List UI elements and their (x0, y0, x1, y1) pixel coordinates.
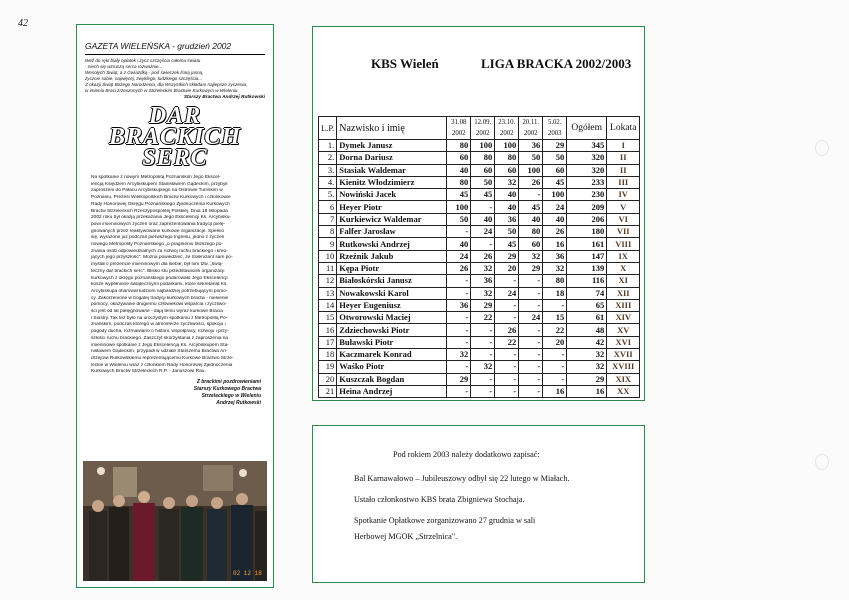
row-score: 16 (543, 385, 567, 397)
body-line: imieninowe spotkanie z Jego Ekscelencją Ks. Arcybiskupem Sta- (91, 342, 229, 348)
row-score: - (447, 312, 471, 324)
row-score: 26 (495, 324, 519, 336)
closing-line: Andrzej Rutkowski (216, 400, 261, 407)
body-line: znania osób odpowiedzialnych za rozwój ruchu brackiego i kreu- (91, 248, 228, 254)
row-score: 40 (447, 164, 471, 176)
body-line: cy. Zakorzenione w bogatej tradycji kurkowych bractw - niesienie (91, 295, 229, 301)
row-rank: XIX (607, 373, 640, 385)
body-line: 2002 roku był okazją przekazania Jego Ekscelencji Ks. Arcybisku- (91, 215, 231, 221)
row-score: 24 (543, 201, 567, 213)
body-line: drzejowi Rutkowskiemu reprezentującemu Kurkowe Bractwo Strze- (91, 355, 234, 361)
row-score: - (495, 361, 519, 373)
row-total: 74 (567, 287, 607, 299)
row-score: - (495, 349, 519, 361)
row-score: - (471, 336, 495, 348)
row-total: 139 (567, 262, 607, 274)
table-row (319, 299, 640, 311)
row-score: 60 (519, 238, 543, 250)
row-score: 24 (495, 287, 519, 299)
table-row (319, 201, 640, 213)
row-score: - (447, 324, 471, 336)
row-score: 36 (519, 140, 543, 152)
row-score: - (471, 373, 495, 385)
row-rank: XIII (607, 299, 640, 311)
closing-line: Strzeleckiego w Wieleniu (201, 393, 261, 400)
row-lp: 15 (319, 312, 337, 324)
row-score: 26 (543, 226, 567, 238)
row-score: 18 (543, 287, 567, 299)
ranking-panel (312, 26, 645, 401)
row-name: Dorna Dariusz (337, 152, 447, 164)
photo-date-stamp: 02 12 18 (233, 570, 262, 577)
row-rank: XIV (607, 312, 640, 324)
row-score: - (447, 361, 471, 373)
row-score: - (471, 349, 495, 361)
table-row (319, 176, 640, 188)
newspaper-clipping (76, 24, 274, 588)
table-row (319, 385, 640, 397)
body-line: zaproszeni do Pałacu Arcybiskupiego na Ostrowie Tumskim w (91, 188, 223, 194)
row-name: Stasiak Waldemar (337, 164, 447, 176)
row-lp: 2. (319, 152, 337, 164)
row-score: 40 (519, 213, 543, 225)
row-score: 36 (447, 299, 471, 311)
row-score: - (471, 324, 495, 336)
table-row (319, 226, 640, 238)
title-line: BRACKICH (108, 124, 242, 150)
row-total: 320 (567, 164, 607, 176)
row-score: 80 (471, 152, 495, 164)
body-line: znańskim, podczas którego w atmosferze życzliwości, spokoju i (91, 322, 226, 328)
row-name: Kaczmarek Konrad (337, 349, 447, 361)
row-score: - (519, 189, 543, 201)
row-score: 60 (495, 164, 519, 176)
row-total: 233 (567, 176, 607, 188)
row-score: 45 (519, 201, 543, 213)
row-score: 22 (495, 336, 519, 348)
row-name: Rutkowski Andrzej (337, 238, 447, 250)
body-line: Poznaniu, Prezesi Wielkopolskich Bractw Kurkowych i członkowie (91, 195, 231, 201)
body-line: nowego Metropolity Poznańskiego „o pragnieniu bliższego po- (91, 242, 223, 248)
row-score: 45 (543, 176, 567, 188)
row-name: Otworowski Maciej (337, 312, 447, 324)
row-rank: II (607, 164, 640, 176)
poem-line: Wesołych Świąt, a z Gwiazdką - pod świeczek lśnią jasną, (85, 70, 204, 75)
poem-line: - niech się wzruszą serca rozważnie... (85, 64, 163, 69)
group-photo (83, 461, 267, 581)
table-header-row (319, 117, 640, 140)
body-line: Na spotkanie z nowym Metropolitą Poznańskim Jego Ekscel- (91, 175, 221, 180)
row-score: 80 (543, 275, 567, 287)
row-lp: 19 (319, 361, 337, 373)
row-score: - (471, 385, 495, 397)
row-score: 24 (447, 250, 471, 262)
row-total: 29 (567, 373, 607, 385)
article-closing (77, 376, 273, 407)
row-score: - (519, 385, 543, 397)
body-line: kosze wypełnione świątecznymi podarkami, które sekretariat Ks. (91, 282, 228, 288)
clipping-poem (77, 55, 273, 94)
row-score: 45 (471, 189, 495, 201)
title-line: DAR (148, 103, 202, 129)
row-rank: XII (607, 287, 640, 299)
row-score: - (519, 275, 543, 287)
body-line: gnowanych przez reaktywowane kurkowe organizacje. Spełnio (91, 228, 225, 234)
row-score: - (471, 238, 495, 250)
col-header-date: 23.10. 2002 (495, 117, 519, 140)
row-total: 42 (567, 336, 607, 348)
row-score: 29 (543, 140, 567, 152)
row-lp: 10 (319, 250, 337, 262)
row-score: 100 (519, 164, 543, 176)
body-line: Bractw Strzeleckich Rzeczypospolitej Polskiej. Dnia 18 listopada (91, 208, 228, 214)
row-total: 32 (567, 361, 607, 373)
row-rank: XVIII (607, 361, 640, 373)
note-carnival-ball: Bal Karnawałowo – Jubileuszowy odbył się 22 lutego w Miałach. (354, 474, 570, 483)
body-line: szłości ruchu brackiego. Zaszczyt skorzystania z zaproszenia na (91, 335, 229, 341)
row-total: 161 (567, 238, 607, 250)
row-lp: 7 (319, 213, 337, 225)
row-score: - (543, 299, 567, 311)
row-rank: IX (607, 250, 640, 262)
row-rank: XV (607, 324, 640, 336)
note-membership: Ustało członkostwo KBS brata Zbigniewa Stochaja. (354, 495, 525, 504)
closing-line: Z brackimi pozdrowieniami (196, 379, 261, 386)
row-name: Nowakowski Karol (337, 287, 447, 299)
page-number: 42 (18, 18, 28, 29)
row-score: 60 (543, 164, 567, 176)
row-score: 24 (471, 226, 495, 238)
table-row (319, 262, 640, 274)
row-score: 20 (495, 262, 519, 274)
row-score: - (519, 349, 543, 361)
row-score: 24 (519, 312, 543, 324)
row-score: - (543, 349, 567, 361)
row-score: - (519, 324, 543, 336)
row-score: 22 (471, 312, 495, 324)
title-line: SERC (142, 145, 208, 171)
row-lp: 9 (319, 238, 337, 250)
row-lp: 17 (319, 336, 337, 348)
col-header-total: Ogółem (567, 117, 607, 140)
row-score: - (495, 373, 519, 385)
note-christmas-meeting: Spotkanie Opłatkowe zorganizowano 27 grudnia w sali (354, 516, 536, 525)
poem-signature: Starszy Bractwa Andrzej Rutkowski (183, 95, 265, 100)
col-header-date: 12.09. 2002 (471, 117, 495, 140)
row-score: 32 (495, 176, 519, 188)
poem-line: w imieniu Braci zrzeszonych w Strzeleckim Bractwie Kurkowym w Wieleniu. (85, 88, 239, 93)
row-score: 100 (495, 140, 519, 152)
row-name: Kienitz Włodzimierz (337, 176, 447, 188)
row-name: Falfer Jarosław (337, 226, 447, 238)
row-lp: 8 (319, 226, 337, 238)
row-score: 100 (447, 201, 471, 213)
row-name: Dymek Janusz (337, 140, 447, 152)
row-score: 40 (495, 201, 519, 213)
poem-line: Z okazji Świąt Bożego Narodzenia, dla Wszystkich składam najlepsze życzenia, (85, 82, 248, 87)
row-score: 40 (447, 238, 471, 250)
row-score: - (543, 361, 567, 373)
row-rank: XX (607, 385, 640, 397)
table-row (319, 164, 640, 176)
row-score: 20 (543, 336, 567, 348)
row-score: - (447, 287, 471, 299)
row-score: - (495, 385, 519, 397)
row-lp: 4. (319, 176, 337, 188)
row-rank: VIII (607, 238, 640, 250)
row-name: Heyer Piotr (337, 201, 447, 213)
row-total: 230 (567, 189, 607, 201)
row-rank: V (607, 201, 640, 213)
body-line: nisławem Gądeckim, przypadł w udziale Starszemu Bractwa An- (91, 349, 228, 355)
closing-line: Starszy Kurkowego Bractwa (193, 386, 261, 393)
row-score: - (519, 299, 543, 311)
row-score: 29 (447, 373, 471, 385)
table-row (319, 349, 640, 361)
table-row (319, 373, 640, 385)
row-total: 32 (567, 349, 607, 361)
body-line: teczny dar brackich serc". Blisko stu przedstawicieli organizacji (91, 268, 225, 274)
body-line: się, wyrażone już podczas pierwszego Ingresu, jedno z życzeń (91, 235, 225, 241)
row-score: 26 (519, 176, 543, 188)
club-title: KBS Wieleń (371, 56, 439, 71)
col-header-date: 5.02. 2003 (543, 117, 567, 140)
row-score: 45 (495, 238, 519, 250)
row-rank: IV (607, 189, 640, 201)
row-score: 40 (543, 213, 567, 225)
row-score: 29 (519, 262, 543, 274)
row-score: - (471, 201, 495, 213)
row-name: Buławski Piotr (337, 336, 447, 348)
row-score: 36 (495, 213, 519, 225)
binder-hole (815, 140, 829, 156)
table-row (319, 152, 640, 164)
league-title: LIGA BRACKA 2002/2003 (481, 56, 632, 71)
row-score: 60 (447, 152, 471, 164)
body-line: pomocy, okazywanie drugiemu człowiekowi wsparcia i życzliwo- (91, 302, 227, 308)
notes-panel (312, 425, 645, 583)
row-total: 48 (567, 324, 607, 336)
row-rank: XVI (607, 336, 640, 348)
row-lp: 18 (319, 349, 337, 361)
row-score: 32 (447, 349, 471, 361)
row-score: - (543, 373, 567, 385)
row-lp: 3. (319, 164, 337, 176)
body-line: ści jest od lat pielęgnowane - dają temu wyraz kurkowe Bracia (91, 309, 223, 315)
row-score: 50 (519, 152, 543, 164)
row-score: 36 (543, 250, 567, 262)
row-score: - (495, 275, 519, 287)
row-score: - (447, 336, 471, 348)
row-score: 32 (519, 250, 543, 262)
row-rank: XI (607, 275, 640, 287)
row-score: 50 (495, 226, 519, 238)
row-score: 45 (447, 189, 471, 201)
table-row (319, 312, 640, 324)
row-lp: 21 (319, 385, 337, 397)
col-header-date: 31.08 2002 (447, 117, 471, 140)
row-lp: 1. (319, 140, 337, 152)
table-row (319, 324, 640, 336)
body-line: Arcybiskupa ofiarował ludziom najbardziej potrzebującym pomo- (91, 288, 228, 294)
row-total: 206 (567, 213, 607, 225)
row-score: 50 (447, 213, 471, 225)
row-lp: 5. (319, 189, 337, 201)
article-body (77, 169, 273, 376)
row-score: 80 (495, 152, 519, 164)
row-lp: 16 (319, 324, 337, 336)
row-total: 65 (567, 299, 607, 311)
row-score: 36 (471, 275, 495, 287)
col-header-rank: Lokata (607, 117, 640, 140)
row-score: 100 (543, 189, 567, 201)
body-line: powi imieninowych życzeń oraz zaprezentowania tradycji pielę- (91, 221, 226, 227)
ranking-table-body (319, 140, 640, 398)
poem-line: Weź do ręki biały opłatek i życz szczęścia całemu światu (85, 58, 201, 63)
row-score: 22 (543, 324, 567, 336)
row-score: 60 (471, 164, 495, 176)
row-rank: VI (607, 213, 640, 225)
row-rank: XVII (607, 349, 640, 361)
row-name: Białoskórski Janusz (337, 275, 447, 287)
row-name: Kępa Piotr (337, 262, 447, 274)
row-score: - (519, 361, 543, 373)
row-score: 50 (543, 152, 567, 164)
row-rank: X (607, 262, 640, 274)
row-rank: VII (607, 226, 640, 238)
row-score: 32 (471, 361, 495, 373)
row-score: 32 (543, 262, 567, 274)
row-total: 16 (567, 385, 607, 397)
row-lp: 12 (319, 275, 337, 287)
row-score: - (447, 275, 471, 287)
table-row (319, 275, 640, 287)
row-score: 32 (471, 287, 495, 299)
row-score: - (447, 385, 471, 397)
row-score: 80 (447, 176, 471, 188)
row-total: 116 (567, 275, 607, 287)
row-lp: 14 (319, 299, 337, 311)
table-row (319, 250, 640, 262)
row-score: 32 (471, 262, 495, 274)
body-line: kurkowych z okręgu poznańskiego podarowało Jego Ekscelencji (91, 275, 228, 281)
row-name: Heina Andrzej (337, 385, 447, 397)
binder-hole (815, 454, 829, 470)
body-line: Rady Honorowej Okręgu Poznańskiego Zjednoczenia Kurkowych (91, 201, 230, 207)
row-score: 26 (471, 250, 495, 262)
row-score: 80 (519, 226, 543, 238)
row-name: Kuszczak Bogdan (337, 373, 447, 385)
group-photo-image (83, 461, 267, 581)
row-score: 29 (495, 250, 519, 262)
row-score: 26 (447, 262, 471, 274)
row-name: Waśko Piotr (337, 361, 447, 373)
table-row (319, 361, 640, 373)
row-total: 180 (567, 226, 607, 238)
row-rank: III (607, 176, 640, 188)
body-line: myślał o prezencie imieninowym dla siebie, był nim tzw. „świą- (91, 262, 223, 268)
row-score: 15 (543, 312, 567, 324)
row-name: Kurkiewicz Waldemar (337, 213, 447, 225)
row-rank: I (607, 140, 640, 152)
row-lp: 11 (319, 262, 337, 274)
row-name: Nowiński Jacek (337, 189, 447, 201)
row-score: - (519, 336, 543, 348)
body-line: Kurkowych Bractw Strzeleckich R.P. - Januszowi Rau. (91, 369, 206, 375)
row-total: 61 (567, 312, 607, 324)
table-row (319, 140, 640, 152)
row-score: 40 (471, 213, 495, 225)
row-lp: 6 (319, 201, 337, 213)
body-line: pogody ducha, rozmawiano o historii, współpracy, rozwoju i przy- (91, 329, 229, 335)
row-score: 40 (495, 189, 519, 201)
table-row (319, 238, 640, 250)
row-total: 209 (567, 201, 607, 213)
table-row (319, 189, 640, 201)
row-lp: 20 (319, 373, 337, 385)
col-header-lp: L.P. (319, 117, 337, 140)
row-score: 80 (447, 140, 471, 152)
row-score: - (495, 299, 519, 311)
poem-line: życzcie sobie, najwięcej, zwyklego, ludzkiego szczęścia... (85, 76, 203, 81)
lamp-icon (239, 469, 247, 477)
body-line: leckie w Wieleniu wraz z członkiem Rady Honorowej Zjednoczenia (91, 362, 233, 368)
article-title (77, 103, 273, 171)
row-score: - (495, 312, 519, 324)
row-score: - (519, 287, 543, 299)
row-score: 29 (471, 299, 495, 311)
table-row (319, 287, 640, 299)
body-line: jących jego przyszłość". Można powiedzieć, że Solenizant sam po- (91, 255, 233, 261)
row-score: - (519, 373, 543, 385)
row-total: 320 (567, 152, 607, 164)
row-score: 16 (543, 238, 567, 250)
col-header-date: 20.11. 2002 (519, 117, 543, 140)
row-rank: II (607, 152, 640, 164)
table-row (319, 213, 640, 225)
clipping-header: GAZETA WIELEŃSKA - grudzień 2002 (85, 41, 232, 51)
row-lp: 13 (319, 287, 337, 299)
table-row (319, 336, 640, 348)
lamp-icon (97, 467, 105, 475)
row-name: Heyer Eugeniusz (337, 299, 447, 311)
body-line: lencją Księdzem Arcybiskupem Stanisławem Gądeckim, przybyli (91, 181, 228, 187)
note-christmas-venue: Herbowej MGOK „Strzelnica". (354, 532, 458, 541)
body-line: i Siostry. Tak też było na uroczystym spotkaniu z Metropolitą Po- (91, 315, 228, 321)
row-name: Rzeźnik Jakub (337, 250, 447, 262)
row-name: Zdziechowski Piotr (337, 324, 447, 336)
row-score: - (447, 226, 471, 238)
row-score: 50 (471, 176, 495, 188)
row-total: 147 (567, 250, 607, 262)
row-score: 100 (471, 140, 495, 152)
wall-painting (203, 465, 233, 491)
wall-painting (113, 467, 137, 497)
notes-intro: Pod rokiem 2003 należy dodatkowo zapisać: (393, 450, 540, 459)
ranking-table (318, 116, 640, 398)
col-header-name: Nazwisko i imię (337, 117, 447, 140)
row-total: 345 (567, 140, 607, 152)
